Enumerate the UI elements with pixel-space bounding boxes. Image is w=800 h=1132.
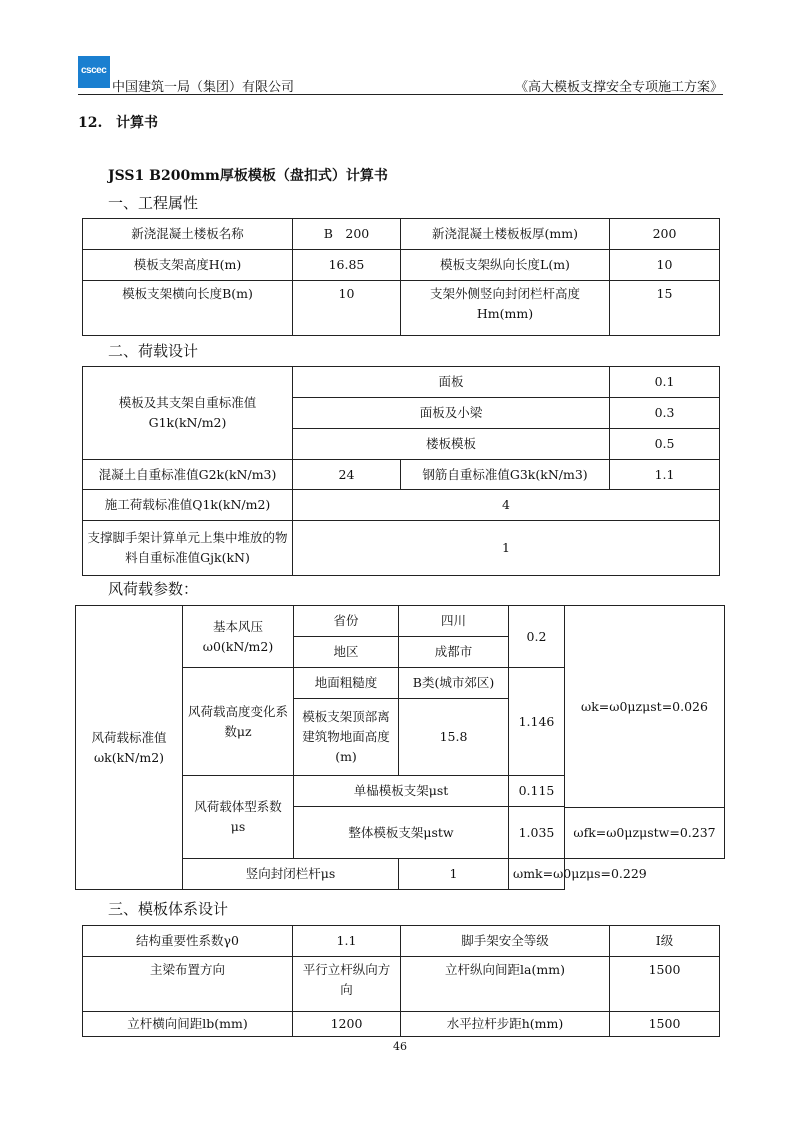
mus-label: 风荷载体型系数μs [183, 776, 294, 859]
province-value: 四川 [399, 606, 509, 637]
cell: B 200 [293, 219, 401, 250]
cell: 1500 [610, 1012, 720, 1037]
cell: Ⅰ级 [610, 926, 720, 957]
rail-value: 1 [399, 859, 509, 890]
q1k-value: 4 [293, 490, 720, 521]
cell: 16.85 [293, 250, 401, 281]
g3k-value: 1.1 [610, 460, 720, 490]
g3k-label: 钢筋自重标准值G3k(kN/m3) [401, 460, 610, 490]
region-label: 地区 [294, 637, 399, 668]
gjk-value: 1 [293, 521, 720, 576]
table-row [83, 1012, 720, 1037]
header-divider [78, 94, 723, 95]
page-header [78, 56, 723, 94]
whole-frame-value: 1.035 [509, 807, 565, 859]
q1k-label: 施工荷载标准值Q1k(kN/m2) [83, 490, 293, 521]
s2-heading: 二、荷载设计 [108, 342, 199, 360]
height-value: 15.8 [399, 699, 509, 776]
wind-heading: 风荷载参数： [108, 580, 199, 598]
cell: 水平拉杆步距h(mm) [401, 1012, 610, 1037]
muz-label: 风荷载高度变化系数μz [183, 668, 294, 776]
cell: 模板支架横向长度B(m) [83, 281, 293, 336]
cell: 15 [610, 281, 720, 336]
g1k-item-name: 面板 [293, 367, 610, 398]
document-title: 《高大模板支撑安全专项施工方案》 [514, 80, 723, 95]
load-design-table [82, 366, 720, 576]
cell: 平行立杆纵向方向 [293, 957, 401, 1012]
engineering-properties-table [82, 218, 720, 336]
w0-value: 0.2 [509, 606, 565, 668]
rough-label: 地面粗糙度 [294, 668, 399, 699]
calc-title: JSS1 B200mm厚板模板（盘扣式）计算书 [108, 168, 388, 184]
cell: 1500 [610, 957, 720, 1012]
muz-value: 1.146 [509, 668, 565, 776]
s3-heading: 三、模板体系设计 [108, 900, 229, 918]
cell: 新浇混凝土楼板名称 [83, 219, 293, 250]
table-row [83, 367, 720, 398]
g1k-label: 模板及其支架自重标准值G1k(kN/m2) [83, 367, 293, 460]
cell: 模板支架高度H(m) [83, 250, 293, 281]
cell: 10 [293, 281, 401, 336]
cell: 1.1 [293, 926, 401, 957]
height-label: 模板支架顶部离建筑物地面高度(m) [294, 699, 399, 776]
wfk-formula: ωfk=ω0μzμstw=0.237 [565, 808, 725, 859]
section-number: 12. [78, 115, 103, 131]
g1k-item-name: 楼板模板 [293, 429, 610, 460]
g1k-item-value: 0.5 [610, 429, 720, 460]
g2k-value: 24 [293, 460, 401, 490]
g1k-item-value: 0.1 [610, 367, 720, 398]
cell: 支架外侧竖向封闭栏杆高度Hm(mm) [401, 281, 610, 336]
table-row [76, 606, 725, 637]
logo-text: cscec [81, 65, 107, 76]
table-row [83, 460, 720, 490]
w0-label: 基本风压ω0(kN/m2) [183, 606, 294, 668]
cell: 200 [610, 219, 720, 250]
rough-value: B类(城市郊区) [399, 668, 509, 699]
table-row [83, 490, 720, 521]
cell: 主梁布置方向 [83, 957, 293, 1012]
table-row [83, 219, 720, 250]
table-row [83, 957, 720, 1012]
wk-formula: ωk=ω0μzμst=0.026 [565, 606, 725, 808]
g2k-label: 混凝土自重标准值G2k(kN/m3) [83, 460, 293, 490]
single-frame-value: 0.115 [509, 776, 565, 807]
section-title [78, 112, 158, 132]
wind-main-label: 风荷载标准值ωk(kN/m2) [76, 606, 183, 890]
whole-frame-label: 整体模板支架μstw [294, 807, 509, 859]
cell: 10 [610, 250, 720, 281]
cell: 1200 [293, 1012, 401, 1037]
table-row [83, 250, 720, 281]
company-logo [78, 56, 110, 88]
cell: 脚手架安全等级 [401, 926, 610, 957]
table-row [83, 281, 720, 336]
table-row [83, 926, 720, 957]
g1k-item-name: 面板及小梁 [293, 398, 610, 429]
gjk-label: 支撑脚手架计算单元上集中堆放的物料自重标准值Gjk(kN) [83, 521, 293, 576]
rail-label: 竖向封闭栏杆μs [183, 859, 399, 890]
cell: 新浇混凝土楼板板厚(mm) [401, 219, 610, 250]
cell: 立杆横向间距lb(mm) [83, 1012, 293, 1037]
s1-heading: 一、工程属性 [108, 194, 199, 212]
formwork-system-table [82, 925, 720, 1037]
cell: 模板支架纵向长度L(m) [401, 250, 610, 281]
wind-load-table [75, 605, 725, 890]
cell: 结构重要性系数γ0 [83, 926, 293, 957]
table-row [83, 521, 720, 576]
company-name: 中国建筑一局（集团）有限公司 [112, 80, 295, 95]
section-title-text: 计算书 [116, 115, 158, 131]
g1k-item-value: 0.3 [610, 398, 720, 429]
single-frame-label: 单榀模板支架μst [294, 776, 509, 807]
region-value: 成都市 [399, 637, 509, 668]
province-label: 省份 [294, 606, 399, 637]
cell: 立杆纵向间距la(mm) [401, 957, 610, 1012]
wmk-formula: ωmk=ω0μzμs=0.229 [509, 859, 565, 890]
page-number: 46 [393, 1040, 407, 1053]
